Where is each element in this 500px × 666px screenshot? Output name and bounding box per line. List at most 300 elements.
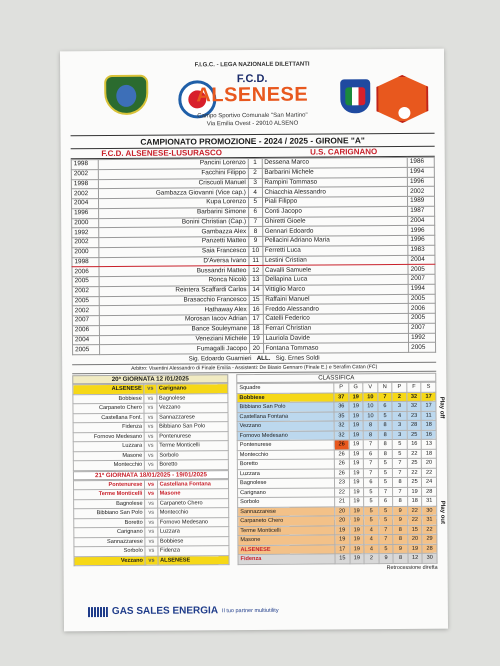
standings-value: 19 bbox=[407, 487, 422, 497]
standings-value: 26 bbox=[334, 459, 349, 469]
home-player-name: Ronca Nicolò bbox=[99, 276, 249, 287]
away-player-year: 2005 bbox=[408, 264, 435, 274]
sponsor-slogan: Il tuo partner multiutility bbox=[222, 607, 279, 614]
away-player-year: 1994 bbox=[407, 167, 434, 177]
standings-value: 19 bbox=[349, 440, 364, 450]
shirt-number: 15 bbox=[249, 295, 263, 305]
standings-value: 19 bbox=[349, 497, 364, 507]
away-player-name: Catelli Federico bbox=[263, 313, 409, 324]
standings-team: Castellana Fontana bbox=[237, 411, 334, 421]
standings-value: 19 bbox=[350, 554, 365, 564]
home-player-year: 2005 bbox=[72, 277, 99, 287]
standings-value: 17 bbox=[421, 401, 436, 411]
standings-value: 28 bbox=[422, 544, 437, 554]
home-team-name: F.C.D. ALSENESE-LUSURASCO bbox=[101, 148, 223, 159]
fixtures-and-standings bbox=[72, 373, 446, 573]
fixture-away: Bibbiano San Polo bbox=[157, 422, 229, 432]
home-player-name: Kupa Lorenzo bbox=[98, 198, 248, 209]
standings-value: 9 bbox=[393, 515, 408, 525]
federation-title: F.I.G.C. - LEGA NAZIONALE DILETTANTI bbox=[194, 61, 310, 69]
shirt-number: 18 bbox=[249, 324, 263, 334]
match-sheet bbox=[60, 49, 448, 632]
home-player-name: Facchini Filippo bbox=[98, 168, 248, 179]
standings-value: 28 bbox=[407, 420, 422, 430]
home-player-name: Saia Francesco bbox=[99, 246, 249, 257]
standings-value: 7 bbox=[393, 468, 408, 478]
home-player-year: 2005 bbox=[72, 296, 99, 306]
standings-value: 25 bbox=[407, 430, 422, 440]
standings-column-header: G bbox=[348, 383, 363, 393]
standings-team: Bagnolese bbox=[237, 478, 334, 488]
fixture-home: Bibbiano San Polo bbox=[74, 508, 145, 518]
standings-column-header: Squadre bbox=[237, 383, 334, 393]
home-player-name: Morosan Iacov Adrian bbox=[99, 315, 249, 326]
shirt-number: 14 bbox=[249, 285, 263, 295]
club-name: ALSENESE bbox=[196, 83, 309, 107]
standings-value: 7 bbox=[364, 468, 379, 478]
standings-value: 7 bbox=[378, 525, 393, 535]
standings-value: 19 bbox=[348, 392, 363, 402]
away-player-name: Conti Jacopo bbox=[262, 206, 408, 217]
shirt-number: 2 bbox=[248, 168, 262, 178]
standings-value: 22 bbox=[407, 449, 422, 459]
fixtures bbox=[72, 374, 229, 573]
standings-value: 7 bbox=[393, 487, 408, 497]
shirt-number: 9 bbox=[249, 236, 263, 246]
away-player-year: 2006 bbox=[408, 303, 435, 313]
coach-label: ALL. bbox=[256, 354, 271, 362]
standings-column-header: V bbox=[363, 383, 378, 393]
standings-value: 15 bbox=[408, 525, 423, 535]
standings-value: 29 bbox=[422, 534, 437, 544]
away-player-year: 1996 bbox=[407, 177, 434, 187]
standings-value: 2 bbox=[364, 554, 379, 564]
standings-value: 32 bbox=[334, 421, 349, 431]
home-player-name: Barbarini Simone bbox=[98, 207, 248, 218]
standings-value: 19 bbox=[349, 430, 364, 440]
fixture-vs: vs bbox=[145, 489, 157, 499]
sponsor-logo-icon bbox=[88, 607, 108, 617]
fixture-away: Fidenza bbox=[157, 546, 229, 556]
fixture-home: Carignano bbox=[74, 527, 145, 537]
standings-value: 20 bbox=[335, 506, 350, 516]
home-player-year: 2006 bbox=[72, 267, 99, 277]
standings-team: Vezzano bbox=[237, 421, 334, 431]
standings-team: ALSENESE bbox=[238, 544, 335, 554]
playoff-label: Play off bbox=[438, 396, 445, 419]
standings-value: 7 bbox=[379, 535, 394, 545]
standings-value: 19 bbox=[335, 525, 350, 535]
home-player-year: 2002 bbox=[71, 169, 98, 179]
away-player-name: Piali Filippo bbox=[262, 196, 408, 207]
sponsor-brand: GAS SALES ENERGIA bbox=[111, 605, 219, 617]
home-player-year: 1992 bbox=[72, 228, 99, 238]
away-player-year: 1987 bbox=[408, 206, 435, 216]
fixture-vs: vs bbox=[145, 441, 157, 451]
standings-team: Sannazzarese bbox=[238, 506, 335, 516]
fixture-vs: vs bbox=[145, 537, 157, 547]
standings-value: 8 bbox=[378, 421, 393, 431]
standings-value: 5 bbox=[379, 544, 394, 554]
standings-value: 13 bbox=[422, 439, 437, 449]
standings-value: 15 bbox=[335, 554, 350, 564]
away-player-year: 2005 bbox=[409, 342, 436, 352]
venue-line2: Via Emilia Ovest - 29010 ALSENO bbox=[206, 120, 299, 128]
away-coach: Sig. Ernes Soldi bbox=[275, 354, 320, 362]
home-player-year: 1998 bbox=[71, 160, 98, 170]
relegation-note: Retrocessione diretta bbox=[386, 564, 438, 571]
shirt-number: 20 bbox=[249, 344, 263, 354]
fixture-vs: vs bbox=[144, 384, 156, 394]
standings-value: 8 bbox=[393, 525, 408, 535]
away-player-name: Cavalli Samuele bbox=[262, 265, 408, 276]
standings-value: 19 bbox=[349, 421, 364, 431]
away-player-name: Dellapina Luca bbox=[263, 274, 409, 285]
standings-value: 25 bbox=[407, 477, 422, 487]
standings-column-header: S bbox=[421, 382, 436, 392]
away-player-year: 1983 bbox=[408, 245, 435, 255]
standings-value: 6 bbox=[378, 402, 393, 412]
club-prefix: F.C.D. bbox=[236, 72, 268, 86]
standings-value: 19 bbox=[349, 506, 364, 516]
away-player-year: 1992 bbox=[409, 333, 436, 343]
fixture-vs: vs bbox=[145, 556, 157, 566]
standings-value: 19 bbox=[349, 478, 364, 488]
fixture-home: Fornovo Medesano bbox=[73, 432, 144, 442]
fixture-vs: vs bbox=[144, 413, 156, 423]
fixture-home: Fidenza bbox=[73, 422, 144, 432]
standings-value: 8 bbox=[393, 553, 408, 563]
home-player-year: 2004 bbox=[72, 199, 99, 209]
away-player-name: Raffaini Manuel bbox=[263, 294, 409, 305]
standings-value: 36 bbox=[334, 402, 349, 412]
fixture-away: Montecchio bbox=[157, 508, 229, 518]
shirt-number: 8 bbox=[249, 227, 263, 237]
standings-value: 6 bbox=[378, 497, 393, 507]
standings-value: 5 bbox=[378, 411, 393, 421]
fixture-away: Bobbiese bbox=[157, 536, 229, 546]
home-player-name: Veneziani Michele bbox=[99, 334, 249, 345]
away-team-name: U.S. CARIGNANO bbox=[310, 147, 378, 157]
standings-value: 5 bbox=[378, 478, 393, 488]
fixture-vs: vs bbox=[145, 527, 157, 537]
standings-value: 5 bbox=[364, 497, 379, 507]
home-player-name: Reintera Scaffardi Carlos bbox=[99, 285, 249, 296]
fixture-away: Terme Monticelli bbox=[157, 441, 229, 451]
fixture-away: Bagnolese bbox=[156, 393, 228, 403]
standings-value: 8 bbox=[363, 421, 378, 431]
fixture-home: Vezzano bbox=[74, 556, 145, 566]
fixture-row bbox=[73, 460, 228, 471]
away-player-year: 1989 bbox=[408, 196, 435, 206]
standings-value: 19 bbox=[349, 468, 364, 478]
standings-title: CLASSIFICA bbox=[236, 373, 436, 383]
standings-column-header: N bbox=[378, 383, 393, 393]
away-player-name: Pellacini Adriano Maria bbox=[262, 235, 408, 246]
standings bbox=[236, 373, 437, 572]
standings-value: 9 bbox=[393, 544, 408, 554]
standings-value: 32 bbox=[407, 401, 422, 411]
standings-value: 19 bbox=[408, 544, 423, 554]
away-player-name: Vittiglio Marco bbox=[263, 284, 409, 295]
away-player-year: 2005 bbox=[408, 294, 435, 304]
standings-value: 5 bbox=[364, 516, 379, 526]
sponsor bbox=[88, 605, 279, 617]
standings-value: 22 bbox=[335, 487, 350, 497]
away-player-name: Ferretti Luca bbox=[262, 245, 408, 256]
fixture-vs: vs bbox=[144, 422, 156, 432]
home-player-year: 2002 bbox=[72, 286, 99, 296]
standings-value: 32 bbox=[334, 430, 349, 440]
standings-value: 6 bbox=[364, 478, 379, 488]
shirt-number: 11 bbox=[249, 256, 263, 266]
fixture-home: ALSENESE bbox=[73, 384, 144, 394]
away-player-name: Gennari Edoardo bbox=[262, 226, 408, 237]
standings-column-header: P bbox=[334, 383, 349, 393]
standings-value: 17 bbox=[421, 392, 436, 402]
standings-value: 4 bbox=[364, 544, 379, 554]
standings-value: 4 bbox=[392, 411, 407, 421]
standings-value: 19 bbox=[349, 487, 364, 497]
standings-value: 19 bbox=[349, 516, 364, 526]
home-player-name: Bance Souleymane bbox=[99, 324, 249, 335]
shirt-number: 13 bbox=[249, 275, 263, 285]
home-player-name: D'Aversa Ivano bbox=[99, 256, 249, 267]
away-player-year: 2004 bbox=[408, 255, 435, 265]
round21-title: 21ª GIORNATA 18/01/2025 - 19/01/2025 bbox=[73, 470, 229, 480]
standings-value: 23 bbox=[335, 478, 350, 488]
standings-value: 30 bbox=[422, 506, 437, 516]
standings-value: 12 bbox=[408, 553, 423, 563]
home-player-year: 1998 bbox=[72, 257, 99, 267]
standings-value: 30 bbox=[422, 553, 437, 563]
standings-value: 19 bbox=[350, 544, 365, 554]
home-player-year: 2004 bbox=[72, 335, 99, 345]
standings-value: 19 bbox=[349, 411, 364, 421]
home-player-year: 2000 bbox=[72, 247, 99, 257]
fixture-away: Boretto bbox=[157, 460, 229, 470]
shirt-number: 17 bbox=[249, 314, 263, 324]
shirt-number: 7 bbox=[249, 217, 263, 227]
fixture-home: Carpaneto Chero bbox=[73, 403, 144, 413]
standings-value: 37 bbox=[334, 392, 349, 402]
fixture-away: Carignano bbox=[156, 384, 228, 394]
fixture-row bbox=[74, 555, 229, 566]
away-player-name: Dessena Marco bbox=[262, 157, 408, 168]
standings-value: 22 bbox=[422, 525, 437, 535]
standings-value: 8 bbox=[363, 430, 378, 440]
standings-value: 31 bbox=[422, 515, 437, 525]
home-player-year: 2007 bbox=[72, 316, 99, 326]
shirt-number: 16 bbox=[249, 305, 263, 315]
standings-value: 19 bbox=[349, 459, 364, 469]
standings-value: 17 bbox=[335, 544, 350, 554]
shirt-number: 6 bbox=[249, 207, 263, 217]
away-player-year: 2005 bbox=[408, 313, 435, 323]
standings-value: 8 bbox=[393, 534, 408, 544]
standings-value: 21 bbox=[335, 497, 350, 507]
standings-value: 8 bbox=[378, 430, 393, 440]
standings-value: 10 bbox=[363, 411, 378, 421]
home-player-name: Bussandri Matteo bbox=[99, 266, 249, 277]
home-player-name: Gambazza Giovanni (Vice cap.) bbox=[98, 188, 248, 199]
standings-value: 5 bbox=[378, 468, 393, 478]
standings-row bbox=[238, 553, 437, 564]
standings-value: 18 bbox=[421, 420, 436, 430]
fixture-home: Terme Monticelli bbox=[74, 489, 145, 499]
standings-value: 20 bbox=[408, 534, 423, 544]
standings-value: 3 bbox=[392, 430, 407, 440]
home-player-year: 1998 bbox=[71, 179, 98, 189]
standings-value: 3 bbox=[392, 420, 407, 430]
home-player-name: Fumagalli Jacopo bbox=[99, 344, 249, 355]
standings-value: 8 bbox=[378, 449, 393, 459]
fixture-home: Boretto bbox=[74, 518, 145, 528]
away-player-year: 1994 bbox=[408, 284, 435, 294]
shirt-number: 5 bbox=[248, 197, 262, 207]
fixture-vs: vs bbox=[145, 508, 157, 518]
fixture-vs: vs bbox=[144, 394, 156, 404]
standings-value: 10 bbox=[363, 392, 378, 402]
shirt-number: 19 bbox=[249, 334, 263, 344]
fixture-home: Luzzara bbox=[73, 441, 144, 451]
referees: Arbitro: Visentini Alessandro di Finale Emilia - Assistenti: De Biasio Gennaro (Finale E.) e Serafim Catan (FC) bbox=[72, 362, 436, 375]
away-player-year: 1996 bbox=[408, 225, 435, 235]
standings-value: 8 bbox=[393, 477, 408, 487]
standings-value: 4 bbox=[364, 525, 379, 535]
home-player-year: 2002 bbox=[71, 189, 98, 199]
standings-value: 22 bbox=[408, 515, 423, 525]
home-player-name: Bonini Christian (Cap.) bbox=[99, 217, 249, 228]
standings-value: 22 bbox=[422, 468, 437, 478]
shirt-number: 3 bbox=[248, 178, 262, 188]
standings-value: 4 bbox=[364, 535, 379, 545]
standings-value: 2 bbox=[392, 392, 407, 402]
standings-value: 18 bbox=[407, 496, 422, 506]
home-coach: Sig. Edoardo Guarnieri bbox=[188, 355, 252, 363]
away-player-name: Freddo Alessandro bbox=[263, 304, 409, 315]
away-player-year: 1986 bbox=[407, 157, 434, 167]
shirt-number: 10 bbox=[249, 246, 263, 256]
shirt-number: 4 bbox=[248, 188, 262, 198]
away-player-name: Chiacchia Alessandro bbox=[262, 187, 408, 198]
standings-value: 26 bbox=[334, 449, 349, 459]
away-player-name: Ferrari Christian bbox=[263, 323, 409, 334]
away-player-year: 2007 bbox=[408, 323, 435, 333]
standings-value: 7 bbox=[378, 487, 393, 497]
standings-value: 22 bbox=[407, 468, 422, 478]
standings-value: 7 bbox=[393, 458, 408, 468]
italy-shield-icon bbox=[340, 79, 370, 113]
fixture-home: Bagnolese bbox=[74, 499, 145, 509]
fixture-home: Masone bbox=[73, 451, 144, 461]
standings-value: 5 bbox=[364, 487, 379, 497]
round20-table bbox=[72, 383, 229, 471]
away-player-year: 1996 bbox=[408, 235, 435, 245]
standings-value: 35 bbox=[334, 411, 349, 421]
standings-value: 5 bbox=[392, 439, 407, 449]
home-player-year: 2006 bbox=[72, 325, 99, 335]
away-player-name: Barbarini Michele bbox=[262, 167, 408, 178]
home-player-year: 2000 bbox=[72, 218, 99, 228]
standings-value: 9 bbox=[379, 554, 394, 564]
playout-label: Play out bbox=[439, 500, 446, 525]
standings-value: 8 bbox=[378, 440, 393, 450]
home-player-name: Panzetti Matteo bbox=[99, 237, 249, 248]
standings-team: Bobbiese bbox=[237, 392, 334, 402]
fixture-away: Pontenurese bbox=[157, 431, 229, 441]
fixture-away: Sorbolo bbox=[157, 450, 229, 460]
standings-value: 7 bbox=[363, 440, 378, 450]
away-player-year: 2007 bbox=[408, 274, 435, 284]
roster-table bbox=[71, 157, 436, 356]
standings-value: 7 bbox=[363, 459, 378, 469]
fixture-home: Bobbiese bbox=[73, 394, 144, 404]
standings-value: 5 bbox=[378, 506, 393, 516]
standings-value: 19 bbox=[335, 535, 350, 545]
standings-value: 25 bbox=[407, 458, 422, 468]
standings-value: 24 bbox=[422, 477, 437, 487]
standings-value: 31 bbox=[422, 496, 437, 506]
standings-value: 22 bbox=[407, 506, 422, 516]
away-player-year: 2004 bbox=[408, 216, 435, 226]
home-player-year: 2002 bbox=[72, 306, 99, 316]
round20-title: 20ª GIORNATA 12 /01/2025 bbox=[72, 374, 228, 384]
standings-value: 26 bbox=[334, 440, 349, 450]
home-player-name: Gambazza Alex bbox=[99, 227, 249, 238]
standings-team: Sorbolo bbox=[238, 497, 335, 507]
roster-row bbox=[73, 342, 436, 354]
standings-team: Terme Monticelli bbox=[238, 525, 335, 535]
fixture-home: Castellana Font. bbox=[73, 413, 144, 423]
header bbox=[70, 55, 435, 138]
standings-value: 19 bbox=[349, 525, 364, 535]
standings-value: 20 bbox=[422, 458, 437, 468]
standings-team: Masone bbox=[238, 535, 335, 545]
standings-value: 16 bbox=[407, 439, 422, 449]
home-player-year: 1996 bbox=[72, 208, 99, 218]
standings-column-header: P bbox=[392, 382, 407, 392]
home-player-year: 2002 bbox=[72, 238, 99, 248]
away-player-year: 2002 bbox=[408, 186, 435, 196]
fixture-home: Pontenurese bbox=[73, 480, 144, 490]
fixture-vs: vs bbox=[144, 403, 156, 413]
fixture-home: Sannazzarese bbox=[74, 537, 145, 547]
standings-value: 23 bbox=[407, 411, 422, 421]
standings-value: 8 bbox=[393, 496, 408, 506]
fixture-vs: vs bbox=[145, 499, 157, 509]
standings-value: 11 bbox=[421, 411, 436, 421]
fixture-away: Fornovo Medesano bbox=[157, 517, 229, 527]
championship-title: CAMPIONATO PROMOZIONE - 2024 / 2025 - GIRONE "A" bbox=[71, 133, 435, 148]
standings-team: Montecchio bbox=[237, 449, 334, 459]
fixture-away: Masone bbox=[157, 489, 229, 499]
standings-value: 28 bbox=[422, 487, 437, 497]
standings-value: 6 bbox=[363, 449, 378, 459]
fixture-away: Luzzara bbox=[157, 527, 229, 537]
shirt-number: 1 bbox=[248, 158, 262, 168]
home-player-name: Pancini Lorenzo bbox=[98, 159, 248, 170]
standings-team: Carpaneto Chero bbox=[238, 516, 335, 526]
away-player-name: Rampini Tommaso bbox=[262, 177, 408, 188]
fixture-away: Vezzano bbox=[157, 403, 229, 413]
standings-value: 9 bbox=[393, 506, 408, 516]
fixture-home: Montecchio bbox=[73, 460, 144, 470]
round21-table bbox=[73, 479, 230, 567]
standings-value: 18 bbox=[422, 449, 437, 459]
standings-value: 26 bbox=[334, 468, 349, 478]
standings-value: 5 bbox=[393, 449, 408, 459]
